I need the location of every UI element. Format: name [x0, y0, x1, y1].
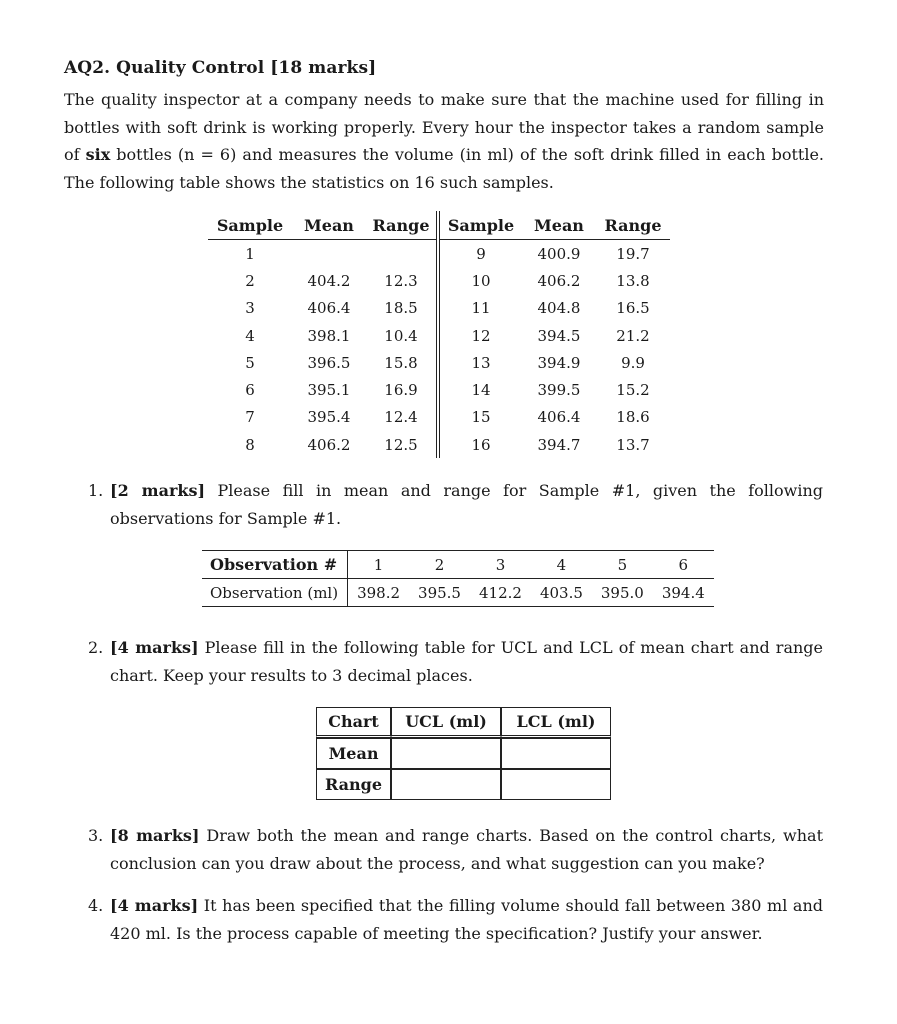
table-cell: 14 — [471, 381, 491, 400]
table-row — [208, 431, 670, 458]
table-cell: 395.1 — [307, 381, 351, 400]
table-row — [208, 404, 670, 431]
mean-ucl-cell[interactable] — [391, 738, 501, 769]
control-header-lcl: LCL (ml) — [501, 707, 611, 738]
table-row — [208, 295, 670, 322]
table-cell: 398.2 — [357, 583, 401, 602]
table-cell: 11 — [471, 299, 491, 318]
table-cell: 18.6 — [616, 408, 650, 427]
table-cell: 398.1 — [307, 326, 351, 345]
samples-header-sample-2: Sample — [438, 211, 522, 240]
item-number: 1. — [88, 481, 104, 500]
item-text: Draw both the mean and range charts. Based on the control charts, what conclusion can you draw about the process, and what suggestion can you make? — [110, 826, 824, 873]
table-cell: 12.4 — [366, 404, 438, 431]
observation-number-label: Observation # — [202, 551, 348, 579]
table-cell: 406.2 — [307, 435, 351, 454]
item-number: 3. — [88, 826, 104, 845]
table-cell: 2 — [245, 271, 255, 290]
table-cell: 4 — [245, 326, 255, 345]
table-cell: 13 — [471, 353, 491, 372]
item-text: It has been specified that the filling volume should fall between 380 ml and 420 ml. Is the process capable of meeting the specification? Justify your answer. — [110, 896, 823, 943]
table-cell: 395.4 — [307, 408, 351, 427]
table-cell: 406.2 — [537, 271, 581, 290]
table-cell: 399.5 — [537, 381, 581, 400]
observation-table — [202, 550, 714, 607]
table-cell: 12 — [471, 326, 491, 345]
question-item-4 — [88, 892, 823, 947]
item-marks: [4 marks] — [110, 896, 199, 915]
observation-value-label: Observation (ml) — [202, 579, 348, 607]
samples-header-mean-2: Mean — [522, 211, 596, 240]
table-row — [316, 769, 611, 800]
table-cell: 400.9 — [537, 244, 581, 263]
table-cell: 394.7 — [537, 435, 581, 454]
table-cell: 13.7 — [616, 435, 650, 454]
table-cell: 403.5 — [539, 583, 583, 602]
table-cell: 404.2 — [307, 271, 351, 290]
table-cell: 1 — [245, 244, 255, 263]
table-cell: 412.2 — [478, 583, 522, 602]
control-row-mean: Mean — [316, 738, 391, 769]
item-marks: [4 marks] — [110, 638, 199, 657]
item-text: Please fill in mean and range for Sample #1, given the following observations for Sample #1. — [110, 481, 823, 528]
table-cell: 12.5 — [366, 431, 438, 458]
item-marks: [8 marks] — [110, 826, 200, 845]
item-marks: [2 marks] — [110, 481, 206, 500]
table-cell: 1 — [348, 551, 409, 579]
question-marks: [18 marks] — [270, 58, 377, 78]
intro-text-1: The quality inspector at a company needs to make sure that the machine used for filling in bottles with soft drink is working properly. Every hour the inspector takes a random sample of — [64, 90, 824, 164]
table-cell: 10.4 — [366, 322, 438, 349]
table-cell: 12.3 — [366, 267, 438, 294]
table-row — [316, 738, 611, 769]
table-cell — [292, 240, 366, 268]
table-cell: 395.0 — [600, 583, 644, 602]
samples-header-sample: Sample — [208, 211, 292, 240]
table-cell: 8 — [245, 435, 255, 454]
table-cell: 394.9 — [537, 353, 581, 372]
control-header-chart: Chart — [316, 707, 391, 738]
table-cell — [366, 240, 438, 268]
table-cell: 5 — [245, 353, 255, 372]
question-item-3 — [88, 822, 823, 877]
table-row — [208, 240, 670, 268]
table-cell: 3 — [470, 551, 531, 579]
question-item-1 — [88, 477, 823, 532]
table-cell: 394.5 — [537, 326, 581, 345]
table-row — [208, 349, 670, 376]
table-cell: 13.8 — [616, 271, 650, 290]
intro-bold: six — [85, 145, 111, 164]
table-cell: 404.8 — [537, 299, 581, 318]
samples-header-range-2: Range — [596, 211, 670, 240]
control-header-ucl: UCL (ml) — [391, 707, 501, 738]
samples-header-mean: Mean — [292, 211, 366, 240]
table-cell: 9 — [476, 244, 486, 263]
table-cell: 5 — [592, 551, 653, 579]
control-row-range: Range — [316, 769, 391, 800]
question-title — [64, 58, 376, 78]
table-cell: 15 — [471, 408, 491, 427]
table-cell: 406.4 — [307, 299, 351, 318]
item-number: 2. — [88, 638, 104, 657]
observation-header-row — [202, 551, 714, 579]
table-cell: 16.9 — [366, 376, 438, 403]
samples-header-row — [208, 211, 670, 240]
table-cell: 16 — [471, 435, 491, 454]
control-header-row — [316, 707, 611, 738]
table-row — [208, 376, 670, 403]
table-cell: 16.5 — [616, 299, 650, 318]
table-cell: 395.5 — [418, 583, 461, 602]
question-intro — [64, 86, 824, 196]
table-cell: 4 — [531, 551, 592, 579]
samples-header-range: Range — [366, 211, 438, 240]
table-cell: 6 — [653, 551, 714, 579]
table-cell: 7 — [245, 408, 255, 427]
table-cell: 3 — [245, 299, 255, 318]
table-cell: 15.2 — [616, 381, 650, 400]
table-row — [208, 322, 670, 349]
item-text: Please fill in the following table for UCL and LCL of mean chart and range chart. Keep your results to 3 decimal places. — [110, 638, 823, 685]
table-cell: 406.4 — [537, 408, 581, 427]
table-cell: 396.5 — [307, 353, 351, 372]
observation-value-row — [202, 579, 714, 607]
table-cell: 18.5 — [366, 295, 438, 322]
intro-text-2: bottles (n = 6) and measures the volume (in ml) of the soft drink filled in each bottle. The following table shows the statistics on 16 such samples. — [64, 145, 825, 192]
table-cell: 21.2 — [616, 326, 650, 345]
table-row — [208, 267, 670, 294]
table-cell: 2 — [409, 551, 470, 579]
item-number: 4. — [88, 896, 104, 915]
table-cell: 15.8 — [366, 349, 438, 376]
samples-table — [208, 211, 670, 458]
table-cell: 394.4 — [661, 583, 705, 602]
question-item-2 — [88, 634, 823, 689]
table-cell: 19.7 — [616, 244, 650, 263]
range-lcl-cell[interactable] — [501, 769, 611, 800]
mean-lcl-cell[interactable] — [501, 738, 611, 769]
control-limits-table — [316, 707, 611, 800]
table-cell: 10 — [471, 271, 491, 290]
question-title-text: AQ2. Quality Control — [64, 58, 265, 78]
range-ucl-cell[interactable] — [391, 769, 501, 800]
table-cell: 9.9 — [621, 353, 645, 372]
table-cell: 6 — [245, 381, 255, 400]
